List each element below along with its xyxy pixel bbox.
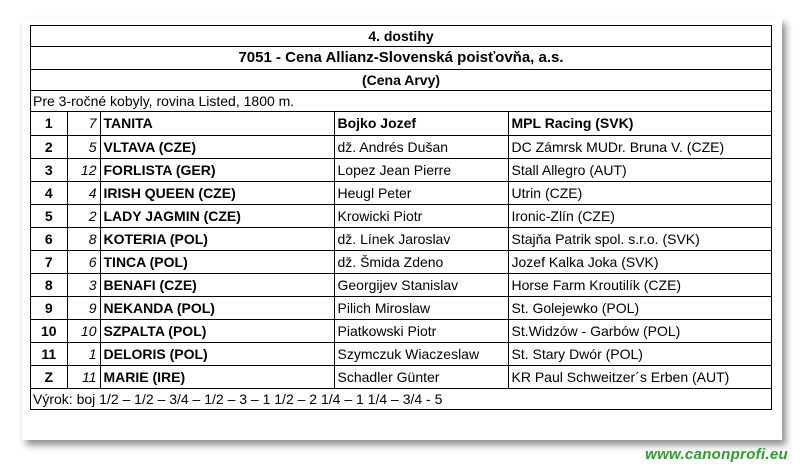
watermark: www.canonprofi.eu (645, 446, 788, 463)
table-row (31, 296, 771, 319)
jockey-cell: Pilich Miroslaw (334, 296, 508, 319)
race-number: 4. dostihy (31, 26, 771, 47)
table-row (31, 250, 771, 273)
owner-cell: Stall Allegro (AUT) (508, 158, 771, 181)
start-number-cell: 1 (67, 342, 100, 365)
jockey-cell: dž. Línek Jaroslav (334, 227, 508, 250)
horse-name-cell: SZPALTA (POL) (100, 319, 334, 342)
jockey-cell: Schadler Günter (334, 365, 508, 388)
table-row (31, 204, 771, 227)
horse-name-cell: TANITA (100, 112, 334, 135)
horse-name-cell: MARIE (IRE) (100, 365, 334, 388)
jockey-cell: Szymczuk Wiaczeslaw (334, 342, 508, 365)
start-number-cell: 4 (67, 181, 100, 204)
start-number-cell: 7 (67, 112, 100, 135)
table-row (31, 158, 771, 181)
position-cell: 8 (31, 273, 67, 296)
table-row (31, 365, 771, 388)
position-cell: 5 (31, 204, 67, 227)
horse-name-cell: DELORIS (POL) (100, 342, 334, 365)
horse-name-cell: KOTERIA (POL) (100, 227, 334, 250)
table-row (31, 319, 771, 342)
race-results-sheet (30, 25, 772, 410)
start-number-cell: 8 (67, 227, 100, 250)
horse-name-cell: VLTAVA (CZE) (100, 135, 334, 158)
position-cell: Z (31, 365, 67, 388)
table-row (31, 273, 771, 296)
jockey-cell: Heugl Peter (334, 181, 508, 204)
race-verdict: Výrok: boj 1/2 – 1/2 – 3/4 – 1/2 – 3 – 1 1/2 – 2 1/4 – 1 1/4 – 3/4 - 5 (33, 390, 443, 407)
position-cell: 11 (31, 342, 67, 365)
owner-cell: St.Widzów - Garbów (POL) (508, 319, 771, 342)
horse-name-cell: NEKANDA (POL) (100, 296, 334, 319)
owner-cell: KR Paul Schweitzer´s Erben (AUT) (508, 365, 771, 388)
owner-cell: MPL Racing (SVK) (508, 112, 771, 135)
owner-cell: Utrin (CZE) (508, 181, 771, 204)
position-cell: 10 (31, 319, 67, 342)
results-table (31, 112, 771, 389)
horse-name-cell: TINCA (POL) (100, 250, 334, 273)
start-number-cell: 11 (67, 365, 100, 388)
start-number-cell: 6 (67, 250, 100, 273)
position-cell: 9 (31, 296, 67, 319)
position-cell: 1 (31, 112, 67, 135)
horse-name-cell: IRISH QUEEN (CZE) (100, 181, 334, 204)
owner-cell: DC Zámrsk MUDr. Bruna V. (CZE) (508, 135, 771, 158)
race-subtitle: (Cena Arvy) (31, 70, 771, 91)
horse-name-cell: BENAFI (CZE) (100, 273, 334, 296)
jockey-cell: dž. Šmida Zdeno (334, 250, 508, 273)
start-number-cell: 9 (67, 296, 100, 319)
jockey-cell: Georgijev Stanislav (334, 273, 508, 296)
owner-cell: St. Stary Dwór (POL) (508, 342, 771, 365)
position-cell: 3 (31, 158, 67, 181)
jockey-cell: Piatkowski Piotr (334, 319, 508, 342)
table-row (31, 342, 771, 365)
race-title: 7051 - Cena Allianz-Slovenská poisťovňa, a.s. (31, 47, 771, 70)
position-cell: 4 (31, 181, 67, 204)
owner-cell: Ironic-Zlín (CZE) (508, 204, 771, 227)
start-number-cell: 10 (67, 319, 100, 342)
start-number-cell: 2 (67, 204, 100, 227)
table-row (31, 135, 771, 158)
horse-name-cell: FORLISTA (GER) (100, 158, 334, 181)
position-cell: 7 (31, 250, 67, 273)
start-number-cell: 5 (67, 135, 100, 158)
jockey-cell: Bojko Jozef (334, 112, 508, 135)
position-cell: 6 (31, 227, 67, 250)
owner-cell: Horse Farm Kroutilík (CZE) (508, 273, 771, 296)
position-cell: 2 (31, 135, 67, 158)
owner-cell: Jozef Kalka Joka (SVK) (508, 250, 771, 273)
jockey-cell: dž. Andrés Dušan (334, 135, 508, 158)
table-row (31, 227, 771, 250)
table-row (31, 112, 771, 135)
start-number-cell: 12 (67, 158, 100, 181)
jockey-cell: Lopez Jean Pierre (334, 158, 508, 181)
start-number-cell: 3 (67, 273, 100, 296)
horse-name-cell: LADY JAGMIN (CZE) (100, 204, 334, 227)
owner-cell: St. Golejewko (POL) (508, 296, 771, 319)
owner-cell: Stajňa Patrik spol. s.r.o. (SVK) (508, 227, 771, 250)
jockey-cell: Krowicki Piotr (334, 204, 508, 227)
race-conditions: Pre 3-ročné kobyly, rovina Listed, 1800 m. (31, 91, 771, 112)
table-row (31, 181, 771, 204)
